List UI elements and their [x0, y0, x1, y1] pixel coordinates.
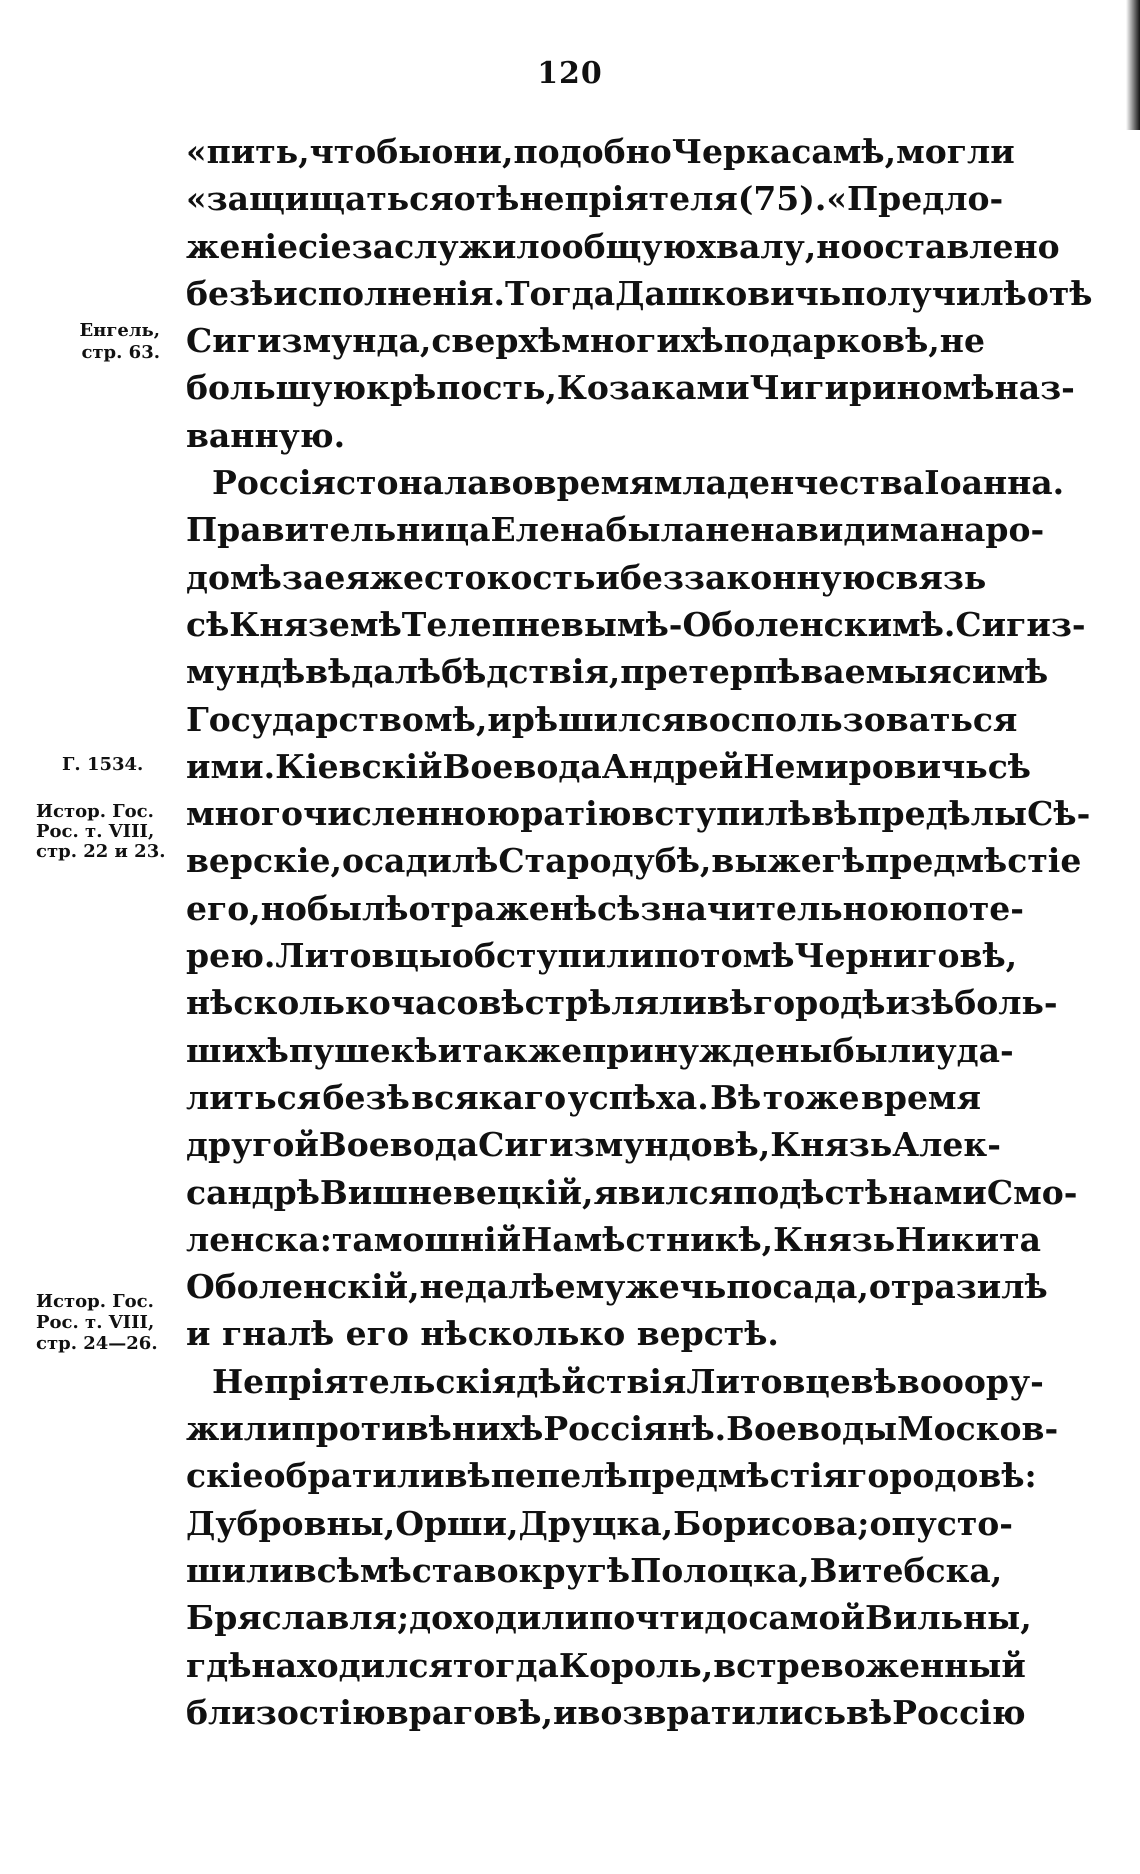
word: подобно	[513, 132, 672, 171]
word: часовѣ	[390, 983, 525, 1023]
word: Вѣ	[710, 1077, 762, 1117]
margin-note-line: Рос. т. VIII,	[36, 821, 155, 842]
word: вѣ	[706, 983, 753, 1023]
text-line	[186, 317, 985, 364]
word: симѣ	[951, 652, 1049, 692]
word: за	[281, 557, 325, 597]
word: наро-	[939, 510, 1045, 550]
word: стѣнами	[824, 1172, 987, 1212]
word: Черниговѣ,	[794, 936, 1018, 976]
word: Кіевскій	[275, 746, 443, 786]
word: Король,	[558, 1645, 714, 1685]
word: Литовцы	[275, 936, 452, 976]
word: сверхѣ	[431, 321, 562, 361]
word: Іоанна.	[924, 463, 1065, 503]
word: шихѣ	[186, 1030, 289, 1070]
word: вѣ	[846, 1692, 893, 1732]
word: многочисленною	[186, 794, 521, 834]
word: Борисова;	[673, 1503, 870, 1543]
word: изѣ	[885, 983, 955, 1023]
word: сіе	[298, 226, 352, 266]
margin-note-line: стр. 22 и 23.	[36, 841, 166, 862]
word: рѣшился	[511, 699, 686, 739]
word: самой	[748, 1598, 865, 1638]
text-line	[186, 1121, 1001, 1168]
text-line	[186, 459, 1065, 506]
word: Алек-	[892, 1125, 1001, 1165]
word: связь	[875, 557, 987, 597]
word: Вишневецкій,	[319, 1172, 594, 1212]
word: Намѣстникѣ,	[521, 1219, 774, 1259]
text-line	[186, 1594, 1032, 1641]
word: Витебска,	[809, 1550, 1003, 1590]
text-line	[186, 1405, 1059, 1452]
word: тогда	[452, 1645, 559, 1685]
word: ратію	[520, 794, 632, 834]
word: непріятеля	[519, 179, 738, 219]
word: предмѣстіе	[865, 841, 1082, 881]
text-line	[186, 696, 1018, 743]
word: ленска:	[186, 1219, 332, 1259]
word: тамошній	[331, 1219, 522, 1259]
word: Москов-	[897, 1409, 1059, 1449]
word: Князь	[770, 1125, 893, 1165]
word: отраженѣ	[408, 888, 598, 928]
text-line	[186, 1263, 1048, 1310]
word: Дашковичь	[615, 273, 842, 313]
text-line	[186, 506, 1045, 553]
text-line	[186, 743, 1031, 790]
text-line: ванную.	[186, 415, 346, 455]
word: значительною	[640, 888, 923, 928]
word: и	[595, 557, 620, 597]
word: ему	[554, 1267, 626, 1307]
word: были	[832, 1030, 936, 1070]
word: сѣ	[597, 888, 641, 928]
word: Государствомѣ,	[186, 699, 488, 739]
word: Бряславля;	[186, 1598, 410, 1638]
word: тоже	[762, 1077, 860, 1117]
word: обратили	[263, 1456, 445, 1496]
word: городовѣ:	[847, 1456, 1037, 1496]
word: хвалу,	[696, 226, 817, 266]
word: подѣ	[733, 1172, 825, 1212]
paragraph	[186, 459, 1091, 1358]
word: «пить,	[186, 132, 310, 171]
word: успѣха.	[567, 1077, 709, 1117]
word: былѣ	[306, 888, 409, 928]
word: воспользоваться	[685, 699, 1018, 739]
margin-note-line: Истор. Гос.	[36, 801, 154, 822]
word: встревоженный	[713, 1645, 1026, 1685]
word: Россію	[892, 1692, 1026, 1732]
word: наз-	[994, 368, 1075, 408]
text-line	[186, 837, 1082, 884]
word: возвратились	[577, 1692, 847, 1732]
text-line	[186, 1358, 1044, 1405]
word: Никита	[895, 1219, 1041, 1259]
text-line	[186, 1500, 1014, 1547]
word: безѣ	[322, 1077, 410, 1117]
word: ея	[324, 557, 370, 597]
word: опусто-	[869, 1503, 1014, 1543]
word: (75).«	[737, 179, 847, 219]
margin-note-line: Рос. т. VIII,	[36, 1312, 155, 1333]
word: чтобы	[309, 132, 432, 171]
word: во	[488, 463, 534, 503]
word: далѣ	[464, 1267, 555, 1307]
word: Оболенскій,	[186, 1267, 420, 1307]
word: до	[704, 1598, 749, 1638]
word: бѣдствія,	[441, 652, 621, 692]
word: исполненія.	[273, 273, 505, 313]
word: Черкасамѣ,	[671, 132, 897, 171]
word: Сигиз-	[955, 604, 1086, 644]
paragraph	[186, 128, 1093, 459]
word: рею.	[186, 936, 276, 976]
word: верскіе,	[186, 841, 342, 881]
word: Козаками	[556, 368, 750, 408]
word: выжегѣ	[711, 841, 866, 881]
word: осадилѣ	[341, 841, 499, 881]
word: «защищаться	[186, 179, 454, 219]
word: оставлено	[862, 226, 1060, 266]
word: стонала	[335, 463, 489, 503]
word: Воеводы	[726, 1409, 898, 1449]
word: время	[533, 463, 654, 503]
word: вѣ	[811, 794, 858, 834]
word: но	[260, 888, 307, 928]
word: нѣсколько	[186, 983, 391, 1023]
margin-note-line: Г. 1534.	[62, 754, 144, 775]
word: его,	[186, 888, 261, 928]
word: Полоцка,	[630, 1550, 810, 1590]
text-line	[186, 1169, 1078, 1216]
word: подарковѣ,	[723, 321, 940, 361]
word: всѣ	[293, 1550, 360, 1590]
word: была	[605, 510, 706, 550]
text-line	[186, 554, 987, 601]
margin-note-line: стр. 24—26.	[36, 1333, 158, 1354]
word: Андрей	[601, 746, 744, 786]
word: претерпѣваемыя	[620, 652, 952, 692]
text-line	[186, 932, 1018, 979]
word: время	[860, 1077, 981, 1117]
text-line	[186, 790, 1091, 837]
word: отѣ	[1026, 273, 1093, 313]
word: и	[487, 699, 512, 739]
word: враговѣ,	[385, 1692, 553, 1732]
word: доходили	[409, 1598, 590, 1638]
word: но	[816, 226, 863, 266]
text-line	[186, 1027, 1014, 1074]
word: литься	[186, 1077, 322, 1117]
word: безѣ	[186, 273, 274, 313]
word: скіе	[186, 1456, 264, 1496]
word: потомѣ	[653, 936, 795, 976]
word: Елена	[490, 510, 606, 550]
text-line	[186, 885, 1024, 932]
word: поте-	[922, 888, 1024, 928]
word: Княземѣ	[229, 604, 402, 644]
word: пепелѣ	[490, 1456, 628, 1496]
word: шили	[186, 1550, 294, 1590]
word: посада,	[726, 1267, 869, 1307]
word: гдѣ	[186, 1645, 252, 1685]
text-line	[186, 648, 1049, 695]
word: также	[462, 1030, 583, 1070]
word: вокругѣ	[473, 1550, 631, 1590]
text-line	[186, 979, 1058, 1026]
word: крѣпость,	[366, 368, 557, 408]
text-line	[186, 1642, 1026, 1689]
word: отразилѣ	[868, 1267, 1048, 1307]
word: Литовцевѣ	[686, 1361, 897, 1401]
word: стрѣляли	[524, 983, 707, 1023]
word: могли	[896, 132, 1015, 171]
margin-note-line: стр. 63.	[81, 342, 160, 363]
word: отѣ	[453, 179, 520, 219]
text-line	[186, 1452, 1037, 1499]
margin-note	[36, 802, 165, 862]
word: принуждены	[582, 1030, 833, 1070]
page-number: 120	[537, 56, 603, 91]
word: Правительница	[186, 510, 491, 550]
word: жечь	[625, 1267, 727, 1307]
word: явился	[593, 1172, 734, 1212]
text-line	[186, 601, 1086, 648]
word: беззаконную	[619, 557, 876, 597]
text-line	[186, 223, 1060, 270]
word: жестокость	[369, 557, 596, 597]
word: Чигириномѣ	[749, 368, 995, 408]
word: Россіянѣ.	[543, 1409, 727, 1449]
word: ими.	[186, 746, 276, 786]
word: пушекѣ	[288, 1030, 438, 1070]
word: Немировичь	[743, 746, 988, 786]
word: противѣ	[291, 1409, 452, 1449]
word: дѣйствія	[516, 1361, 687, 1401]
word: Стародубѣ,	[498, 841, 712, 881]
word: они,	[431, 132, 514, 171]
word: общую	[561, 226, 697, 266]
text-line	[186, 175, 1004, 222]
text-line	[186, 1074, 981, 1121]
word: Россія	[212, 463, 336, 503]
text-line	[186, 364, 1075, 411]
text-line	[186, 270, 1093, 317]
word: обступили	[451, 936, 654, 976]
word: боль-	[954, 983, 1058, 1023]
word: Дубровны,	[186, 1503, 396, 1543]
word: вѣ	[444, 1456, 491, 1496]
text-line	[186, 1689, 1026, 1736]
word: Сигизмундовѣ,	[478, 1125, 771, 1165]
word: ненавидима	[705, 510, 940, 550]
word: Вильны,	[864, 1598, 1032, 1638]
word: предмѣстія	[627, 1456, 848, 1496]
word: другой	[186, 1125, 319, 1165]
word: всякаго	[411, 1077, 567, 1117]
margin-note	[58, 320, 160, 364]
word: Телепневымѣ-Оболенскимѣ.	[401, 604, 956, 644]
text-line	[186, 1547, 1003, 1594]
word: домѣ	[186, 557, 282, 597]
word: заслужило	[351, 226, 562, 266]
word: не	[939, 321, 985, 361]
word: Сигизмунда,	[186, 321, 432, 361]
paragraph	[186, 1358, 1059, 1736]
word: нихѣ	[451, 1409, 544, 1449]
word: младенчества	[653, 463, 925, 503]
word: Воевода	[318, 1125, 479, 1165]
margin-note-line: Истор. Гос.	[36, 1291, 154, 1312]
word: почти	[589, 1598, 705, 1638]
word: Непріятельскія	[212, 1361, 517, 1401]
word: не	[419, 1267, 465, 1307]
word: Предло-	[847, 179, 1004, 219]
word: городѣ	[752, 983, 886, 1023]
word: Тогда	[505, 273, 616, 313]
word: и	[553, 1692, 578, 1732]
margin-note	[36, 1291, 158, 1354]
word: Смо-	[986, 1172, 1078, 1212]
word: сандрѣ	[186, 1172, 320, 1212]
word: вооору-	[896, 1361, 1044, 1401]
word: вѣдалѣ	[305, 652, 442, 692]
word: находился	[251, 1645, 453, 1685]
word: близостію	[186, 1692, 386, 1732]
word: Друцка,	[518, 1503, 674, 1543]
text-line: и гналѣ его нѣсколько верстѣ.	[186, 1314, 779, 1354]
word: сѣ	[987, 746, 1031, 786]
text-line	[186, 128, 1015, 175]
main-text	[186, 128, 1093, 1736]
margin-note	[62, 754, 143, 776]
word: мундѣ	[186, 652, 306, 692]
word: Орши,	[395, 1503, 519, 1543]
word: Князь	[773, 1219, 896, 1259]
word: многихѣ	[561, 321, 724, 361]
word: Воевода	[442, 746, 602, 786]
word: женіе	[186, 226, 299, 266]
word: получилѣ	[841, 273, 1027, 313]
margin-note-line: Енгель,	[79, 320, 160, 341]
word: большую	[186, 368, 367, 408]
text-line	[186, 1216, 1041, 1263]
word: и	[437, 1030, 463, 1070]
word: уда-	[935, 1030, 1014, 1070]
word: мѣста	[359, 1550, 474, 1590]
word: сѣ	[186, 604, 230, 644]
word: вступилѣ	[631, 794, 812, 834]
word: предѣлы	[857, 794, 1028, 834]
word: Сѣ-	[1027, 794, 1091, 834]
word: жили	[186, 1409, 292, 1449]
